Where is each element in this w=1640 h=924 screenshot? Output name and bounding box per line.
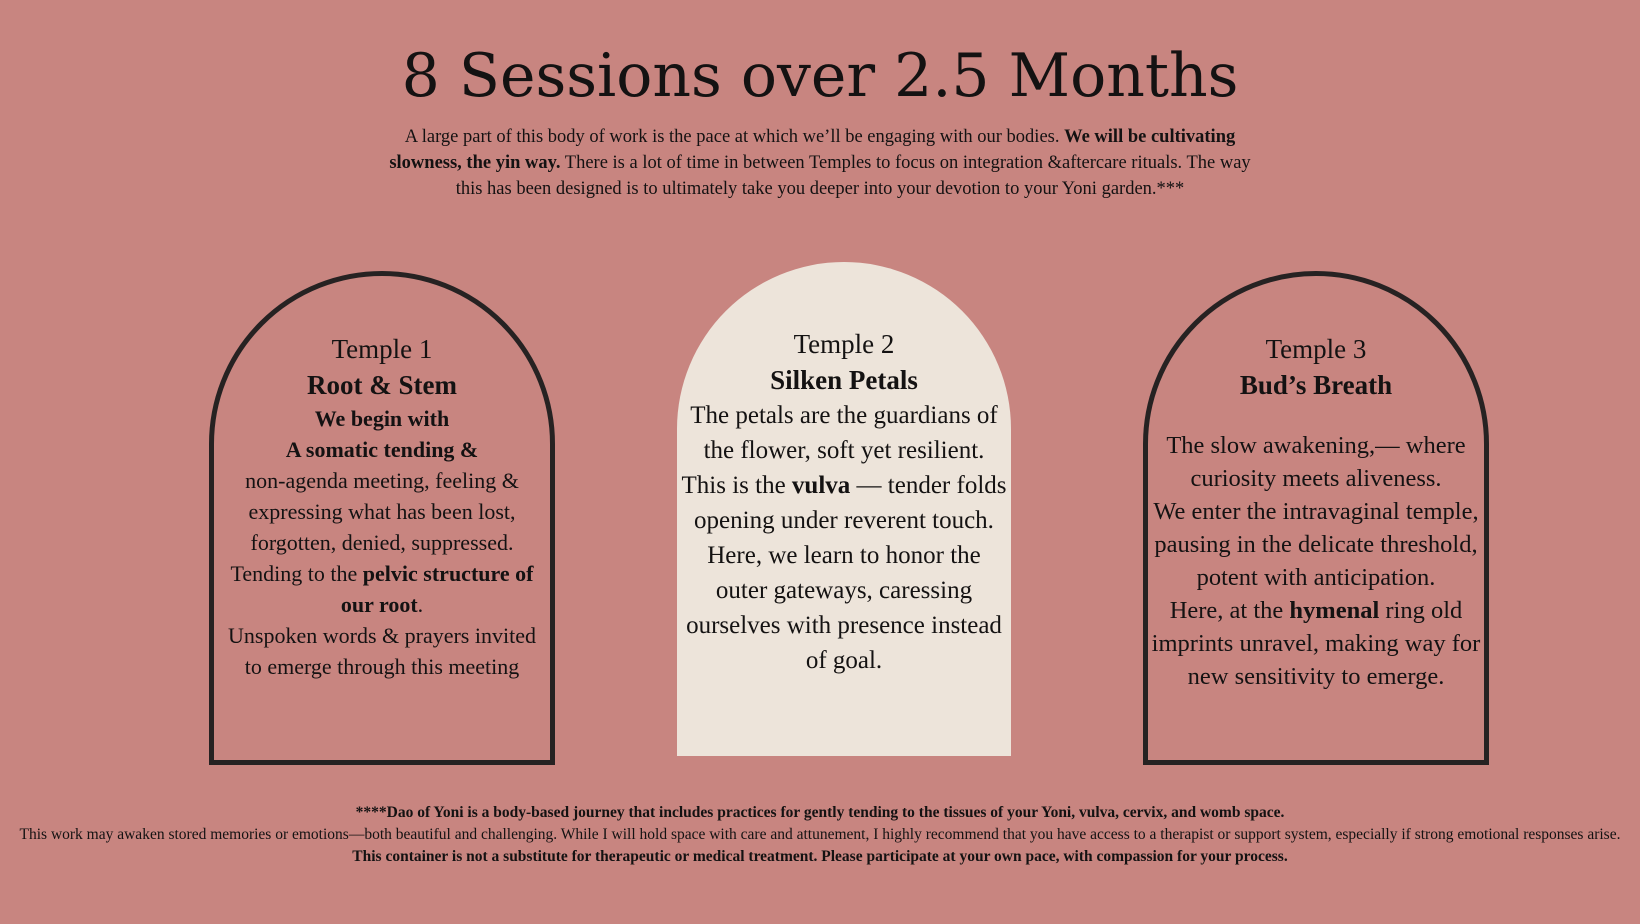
temple-2-text: — tender folds opening under reverent touch. xyxy=(694,472,1007,534)
temple-2-text: This is the xyxy=(681,472,792,499)
intro-text: A large part of this body of work is the pace at which we’ll be engaging with our bodies. xyxy=(404,127,1065,147)
temple-2-label: Temple 2 xyxy=(793,329,895,359)
temple-3-description xyxy=(1148,429,1484,693)
temple-1-label: Temple 1 xyxy=(331,334,433,364)
temple-3-line: The slow awakening,— where curiosity meets aliveness. xyxy=(1166,432,1466,492)
disclaimer-line: ****Dao of Yoni is a body-based journey that includes practices for gently tending to the tissues of your Yoni, vulva, cervix, and womb space. xyxy=(355,804,1285,821)
temple-1-card xyxy=(209,271,555,765)
temple-2-line xyxy=(681,468,1007,538)
temple-1-line xyxy=(220,558,544,620)
temple-1-name: Root & Stem xyxy=(307,370,457,400)
temple-1-description xyxy=(214,403,550,682)
temple-1-line: Unspoken words & prayers invited to emerge through this meeting xyxy=(228,623,536,679)
intro-text-continued: There is a lot of time in between Temples to focus on integration &aftercare rituals. The way this has been designed is to ultimately take you deeper into your devotion to your Yoni garden.*** xyxy=(455,153,1251,199)
temple-2-card xyxy=(677,262,1011,756)
temple-2-emphasis: vulva xyxy=(791,472,851,499)
intro-paragraph xyxy=(380,124,1260,202)
temple-3-text: ring old imprints unravel, making way for new sensitivity to emerge. xyxy=(1151,597,1481,690)
intro-emphasis: We will be cultivating slowness, the yin way. xyxy=(389,127,1236,173)
temple-3-line xyxy=(1150,594,1482,693)
temple-3-label: Temple 3 xyxy=(1265,334,1367,364)
temple-2-name: Silken Petals xyxy=(770,365,918,395)
temple-1-line: non-agenda meeting, feeling & expressing what has been lost, forgotten, denied, suppressed. xyxy=(245,468,519,555)
temple-3-name: Bud’s Breath xyxy=(1239,370,1393,400)
temple-3-emphasis: hymenal xyxy=(1289,597,1380,624)
temple-3-text: Here, at the xyxy=(1169,597,1290,624)
temple-3-card xyxy=(1143,271,1489,765)
temple-1-line: We begin with xyxy=(314,406,450,431)
disclaimer-line: This work may awaken stored memories or emotions—both beautiful and challenging. While I will hold space with care and attunement, I highly recommend that you have access to a therapist or support system, especially if strong emotional responses arise. xyxy=(19,826,1621,843)
temple-1-text: Tending to the xyxy=(230,561,363,586)
disclaimer-line: This container is not a substitute for therapeutic or medical treatment. Please participate at your own pace, with compassion for your process. xyxy=(352,848,1288,865)
temple-1-emphasis: pelvic structure of our root xyxy=(340,561,534,617)
temple-2-description xyxy=(677,398,1011,678)
temple-2-line: Here, we learn to honor the outer gateways, caressing ourselves with presence instead of goal. xyxy=(686,542,1002,674)
page-title: 8 Sessions over 2.5 Months xyxy=(401,41,1239,111)
disclaimer-footer xyxy=(0,802,1640,868)
temple-1-text: . xyxy=(417,592,424,617)
temple-3-line: We enter the intravaginal temple, pausing in the delicate threshold, potent with anticipation. xyxy=(1153,498,1479,591)
temple-2-line: The petals are the guardians of the flower, soft yet resilient. xyxy=(690,402,998,464)
temple-1-line: A somatic tending & xyxy=(285,437,479,462)
